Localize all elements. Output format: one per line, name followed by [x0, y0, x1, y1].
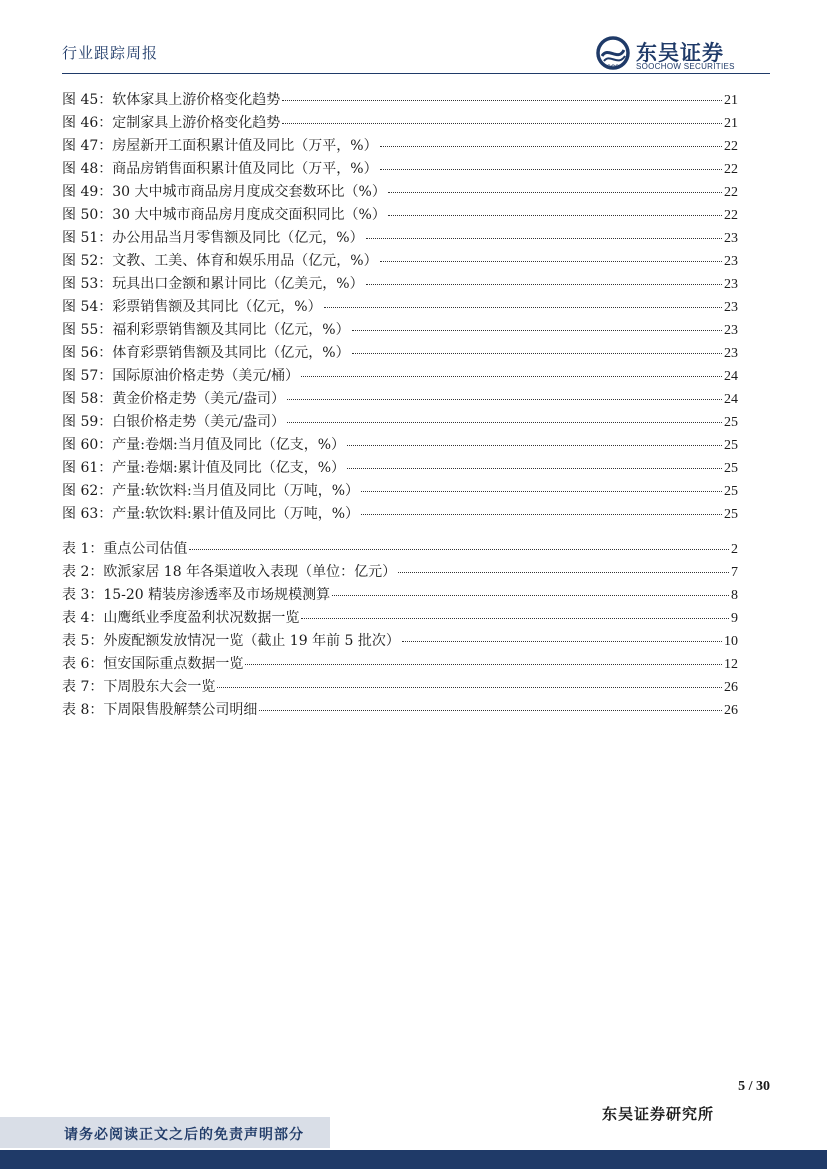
figure-toc-entry[interactable]	[62, 204, 738, 227]
table-toc-entry[interactable]	[62, 607, 738, 630]
figure-toc-entry[interactable]	[62, 480, 738, 503]
figure-toc-entry[interactable]	[62, 112, 738, 135]
toc-entry-page: 25	[724, 507, 738, 522]
toc-entry-label: 图 46：定制家具上游价格变化趋势	[62, 115, 281, 131]
table-toc-entry[interactable]	[62, 630, 738, 653]
toc-entry-label: 表 6：恒安国际重点数据一览	[62, 656, 244, 672]
header-divider	[62, 73, 766, 74]
figure-toc-entry[interactable]	[62, 135, 738, 158]
dot-leader	[287, 422, 722, 423]
dot-leader	[332, 595, 729, 596]
toc-entry-page: 23	[724, 323, 738, 338]
toc-entry-label: 图 53：玩具出口金额和累计同比（亿美元，%）	[62, 276, 364, 292]
figure-toc-entry[interactable]	[62, 319, 738, 342]
dot-leader	[301, 376, 722, 377]
toc-entry-label: 图 63：产量:软饮料:累计值及同比（万吨，%）	[62, 506, 359, 522]
figure-toc-entry[interactable]	[62, 250, 738, 273]
toc-entry-label: 表 1：重点公司估值	[62, 541, 188, 557]
toc-entry-page: 21	[724, 116, 738, 131]
toc-entry-page: 25	[724, 461, 738, 476]
table-toc-entry[interactable]	[62, 538, 738, 561]
toc-entry-label: 图 60：产量:卷烟:当月值及同比（亿支，%）	[62, 437, 345, 453]
toc-entry-label: 图 62：产量:软饮料:当月值及同比（万吨，%）	[62, 483, 359, 499]
dot-leader	[366, 284, 722, 285]
footer-bar	[0, 1150, 827, 1169]
toc-entry-page: 23	[724, 346, 738, 361]
scs-logo-icon	[596, 36, 630, 70]
dot-leader	[282, 100, 722, 101]
toc-entry-page: 23	[724, 254, 738, 269]
toc-entry-label: 表 7：下周股东大会一览	[62, 679, 216, 695]
toc-entry-page: 22	[724, 185, 738, 200]
toc-entry-label: 表 2：欧派家居 18 年各渠道收入表现（单位：亿元）	[62, 564, 397, 580]
toc-entry-label: 图 59：白银价格走势（美元/盎司）	[62, 414, 285, 430]
dot-leader	[301, 618, 729, 619]
dot-leader	[217, 687, 722, 688]
dot-leader	[245, 664, 722, 665]
toc-entry-page: 25	[724, 438, 738, 453]
dot-leader	[366, 238, 722, 239]
toc-entry-label: 图 51：办公用品当月零售额及同比（亿元，%）	[62, 230, 364, 246]
figure-toc-entry[interactable]	[62, 296, 738, 319]
toc-entry-page: 7	[731, 565, 738, 580]
toc-entry-page: 9	[731, 611, 738, 626]
toc-entry-label: 图 54：彩票销售额及其同比（亿元，%）	[62, 299, 322, 315]
dot-leader	[361, 491, 722, 492]
footer-org-name: 东吴证券研究所	[602, 1105, 715, 1123]
toc-entry-label: 表 4：山鹰纸业季度盈利状况数据一览	[62, 610, 300, 626]
figure-toc-entry[interactable]	[62, 273, 738, 296]
toc-entry-page: 21	[724, 93, 738, 108]
toc-entry-label: 图 49：30 大中城市商品房月度成交套数环比（%）	[62, 184, 386, 200]
dot-leader	[347, 468, 722, 469]
figure-toc-entry[interactable]	[62, 457, 738, 480]
logo-chinese-name: 东吴证券	[636, 41, 724, 65]
figure-toc-entry[interactable]	[62, 342, 738, 365]
figure-toc-entry[interactable]	[62, 411, 738, 434]
dot-leader	[352, 353, 722, 354]
figure-toc-entry[interactable]	[62, 181, 738, 204]
dot-leader	[259, 710, 722, 711]
dot-leader	[361, 514, 722, 515]
dot-leader	[388, 192, 722, 193]
table-toc-entry[interactable]	[62, 653, 738, 676]
figure-toc-entry[interactable]	[62, 434, 738, 457]
toc-entry-page: 8	[731, 588, 738, 603]
toc-entry-page: 23	[724, 277, 738, 292]
figure-toc-entry[interactable]	[62, 365, 738, 388]
toc-entry-label: 图 61：产量:卷烟:累计值及同比（亿支，%）	[62, 460, 345, 476]
toc-entry-page: 12	[724, 657, 738, 672]
toc-entry-page: 22	[724, 139, 738, 154]
toc-entry-page: 10	[724, 634, 738, 649]
toc-entry-label: 图 57：国际原油价格走势（美元/桶）	[62, 368, 299, 384]
dot-leader	[380, 146, 722, 147]
toc-entry-page: 23	[724, 300, 738, 315]
toc-entry-page: 25	[724, 484, 738, 499]
disclaimer-text: 请务必阅读正文之后的免责声明部分	[64, 1127, 304, 1143]
toc-entry-label: 图 45：软体家具上游价格变化趋势	[62, 92, 281, 108]
figure-toc-entry[interactable]	[62, 388, 738, 411]
toc-entry-page: 25	[724, 415, 738, 430]
toc-entry-page: 26	[724, 703, 738, 718]
table-toc-entry[interactable]	[62, 561, 738, 584]
toc-entry-page: 26	[724, 680, 738, 695]
toc-entry-label: 图 58：黄金价格走势（美元/盎司）	[62, 391, 285, 407]
figure-toc-entry[interactable]	[62, 89, 738, 112]
toc-entry-page: 22	[724, 208, 738, 223]
table-toc-entry[interactable]	[62, 699, 738, 722]
dot-leader	[380, 169, 722, 170]
toc-entry-page: 24	[724, 369, 738, 384]
toc-entry-label: 图 47：房屋新开工面积累计值及同比（万平，%）	[62, 138, 378, 154]
logo-mark-text: SCS	[606, 65, 620, 70]
dot-leader	[388, 215, 722, 216]
toc-entry-page: 24	[724, 392, 738, 407]
figure-toc-entry[interactable]	[62, 503, 738, 526]
dot-leader	[324, 307, 722, 308]
table-toc-entry[interactable]	[62, 676, 738, 699]
dot-leader	[402, 641, 722, 642]
dot-leader	[380, 261, 722, 262]
toc-entry-label: 图 55：福利彩票销售额及其同比（亿元，%）	[62, 322, 350, 338]
dot-leader	[398, 572, 729, 573]
dot-leader	[189, 549, 729, 550]
logo-english-name: SOOCHOW SECURITIES	[636, 62, 735, 71]
toc-entry-label: 图 52：文教、工美、体育和娱乐用品（亿元，%）	[62, 253, 378, 269]
report-type-title: 行业跟踪周报	[62, 44, 159, 62]
dot-leader	[352, 330, 722, 331]
toc-entry-label: 表 3：15-20 精装房渗透率及市场规模测算	[62, 587, 331, 603]
company-logo	[596, 36, 766, 72]
toc-entry-label: 图 56：体育彩票销售额及其同比（亿元，%）	[62, 345, 350, 361]
dot-leader	[347, 445, 722, 446]
toc-entry-label: 图 48：商品房销售面积累计值及同比（万平，%）	[62, 161, 378, 177]
page-number: 5 / 30	[738, 1079, 770, 1094]
toc-entry-label: 图 50：30 大中城市商品房月度成交面积同比（%）	[62, 207, 386, 223]
dot-leader	[287, 399, 722, 400]
header-divider-tick	[766, 73, 770, 74]
toc-entry-label: 表 8：下周限售股解禁公司明细	[62, 702, 258, 718]
table-toc-entry[interactable]	[62, 584, 738, 607]
figure-toc-entry[interactable]	[62, 227, 738, 250]
toc-entry-page: 22	[724, 162, 738, 177]
toc-entry-page: 2	[731, 542, 738, 557]
figure-toc-entry[interactable]	[62, 158, 738, 181]
dot-leader	[282, 123, 722, 124]
table-list	[62, 538, 738, 722]
toc-entry-page: 23	[724, 231, 738, 246]
figure-list	[62, 89, 738, 526]
toc-entry-label: 表 5：外废配额发放情况一览（截止 19 年前 5 批次）	[62, 633, 400, 649]
